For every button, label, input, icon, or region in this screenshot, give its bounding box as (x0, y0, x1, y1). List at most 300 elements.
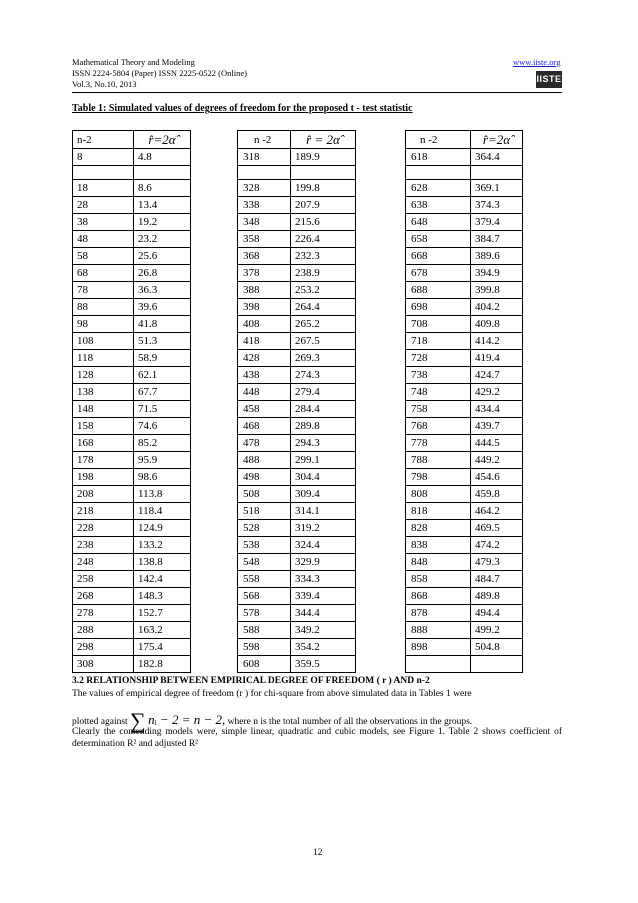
cell-n2: 168 (73, 435, 134, 452)
cell-n2: 148 (73, 401, 134, 418)
cell-n2: 858 (406, 571, 471, 588)
cell-r-hat: 19.2 (134, 214, 191, 231)
cell-n2: 488 (238, 452, 291, 469)
cell-r-hat: 274.3 (291, 367, 356, 384)
table-row (73, 350, 191, 367)
paragraph-text: The values of empirical degree of freedom (r ) for chi-square from above simulated data in Tables 1 were (72, 689, 472, 699)
cell-r-hat: 334.3 (291, 571, 356, 588)
cell-r-hat: 479.3 (471, 554, 523, 571)
cell-n2: 648 (406, 214, 471, 231)
table-row (406, 180, 523, 197)
table-row (406, 350, 523, 367)
cell-n2: 708 (406, 316, 471, 333)
table-row (73, 571, 191, 588)
cell-r-hat: 374.3 (471, 197, 523, 214)
cell-r-hat: 319.2 (291, 520, 356, 537)
cell-n2: 108 (73, 333, 134, 350)
cell-n2: 588 (238, 622, 291, 639)
table-row (406, 520, 523, 537)
cell-n2: 308 (73, 656, 134, 673)
table-row (238, 282, 356, 299)
paragraph-text: plotted against (72, 717, 131, 727)
cell-r-hat: 379.4 (471, 214, 523, 231)
cell-n2: 678 (406, 265, 471, 282)
section-heading: 3.2 RELATIONSHIP BETWEEN EMPIRICAL DEGREE OF FREEDOM ( r ) AND n-2 (72, 676, 430, 686)
table-row (406, 503, 523, 520)
cell-n2: 28 (73, 197, 134, 214)
table-row (73, 452, 191, 469)
cell-n2: 618 (406, 149, 471, 166)
table-caption: Table 1: Simulated values of degrees of freedom for the proposed t - test statistic (72, 103, 413, 114)
table-row (238, 605, 356, 622)
table-row (238, 503, 356, 520)
table-row (238, 435, 356, 452)
cell-n2: 428 (238, 350, 291, 367)
cell-r-hat: 384.7 (471, 231, 523, 248)
cell-r-hat: 429.2 (471, 384, 523, 401)
cell-r-hat: 289.8 (291, 418, 356, 435)
cell-r-hat: 199.8 (291, 180, 356, 197)
cell-n2: 298 (73, 639, 134, 656)
cell-n2: 598 (238, 639, 291, 656)
cell-r-hat: 489.8 (471, 588, 523, 605)
cell-r-hat: 118.4 (134, 503, 191, 520)
cell-n2: 658 (406, 231, 471, 248)
table-body (238, 149, 356, 673)
table-row (73, 316, 191, 333)
cell-r-hat: 434.4 (471, 401, 523, 418)
cell-n2: 198 (73, 469, 134, 486)
journal-url-link[interactable]: www.iiste.org (513, 57, 561, 67)
cell-n2: 698 (406, 299, 471, 316)
table-row (406, 452, 523, 469)
table-row (238, 248, 356, 265)
cell-r-hat: 58.9 (134, 350, 191, 367)
table-row (73, 588, 191, 605)
cell-n2: 348 (238, 214, 291, 231)
cell-r-hat: 175.4 (134, 639, 191, 656)
data-table-block-1 (72, 130, 191, 673)
table-row (238, 299, 356, 316)
cell-n2: 498 (238, 469, 291, 486)
table-row (73, 248, 191, 265)
cell-n2: 788 (406, 452, 471, 469)
cell-r-hat: 226.4 (291, 231, 356, 248)
cell-r-hat: 324.4 (291, 537, 356, 554)
table-row (406, 166, 523, 180)
cell-n2: 58 (73, 248, 134, 265)
cell-r-hat: 284.4 (291, 401, 356, 418)
cell-r-hat: 25.6 (134, 248, 191, 265)
cell-r-hat: 459.8 (471, 486, 523, 503)
cell-n2: 178 (73, 452, 134, 469)
table-row (406, 537, 523, 554)
table-row (406, 605, 523, 622)
cell-n2: 338 (238, 197, 291, 214)
cell-n2: 208 (73, 486, 134, 503)
cell-n2: 738 (406, 367, 471, 384)
cell-n2: 238 (73, 537, 134, 554)
cell-r-hat: 142.4 (134, 571, 191, 588)
cell-n2: 628 (406, 180, 471, 197)
table-row (238, 486, 356, 503)
data-table-block-2 (237, 130, 356, 673)
column-header-n2: n -2 (238, 131, 291, 149)
page-number: 12 (313, 848, 323, 858)
cell-r-hat: 8.6 (134, 180, 191, 197)
cell-r-hat (291, 166, 356, 180)
table-row (238, 384, 356, 401)
header-divider (72, 92, 562, 93)
table-row (73, 520, 191, 537)
cell-r-hat: 98.6 (134, 469, 191, 486)
cell-n2: 418 (238, 333, 291, 350)
cell-n2: 798 (406, 469, 471, 486)
cell-n2: 568 (238, 588, 291, 605)
cell-r-hat (471, 166, 523, 180)
cell-r-hat: 36.3 (134, 282, 191, 299)
table-row (73, 622, 191, 639)
cell-n2: 758 (406, 401, 471, 418)
table-row (406, 299, 523, 316)
table-row (73, 486, 191, 503)
cell-r-hat: 409.8 (471, 316, 523, 333)
table-row (73, 418, 191, 435)
cell-r-hat: 85.2 (134, 435, 191, 452)
table-row (238, 350, 356, 367)
journal-title: Mathematical Theory and Modeling (72, 57, 195, 67)
table-row (406, 384, 523, 401)
cell-r-hat: 399.8 (471, 282, 523, 299)
cell-r-hat: 279.4 (291, 384, 356, 401)
cell-r-hat: 148.3 (134, 588, 191, 605)
table-row (73, 469, 191, 486)
cell-n2: 748 (406, 384, 471, 401)
cell-r-hat: 359.5 (291, 656, 356, 673)
table-row (73, 605, 191, 622)
cell-r-hat: 439.7 (471, 418, 523, 435)
column-header-r-hat: r̂=2α̂ (134, 131, 191, 149)
table-row (238, 166, 356, 180)
table-row (406, 214, 523, 231)
cell-r-hat: 344.4 (291, 605, 356, 622)
table-row (406, 639, 523, 656)
cell-r-hat: 309.4 (291, 486, 356, 503)
cell-n2: 398 (238, 299, 291, 316)
cell-n2: 478 (238, 435, 291, 452)
cell-n2: 388 (238, 282, 291, 299)
cell-r-hat: 269.3 (291, 350, 356, 367)
table-row (73, 639, 191, 656)
cell-r-hat (471, 656, 523, 673)
cell-r-hat: 264.4 (291, 299, 356, 316)
cell-r-hat: 404.2 (471, 299, 523, 316)
cell-r-hat: 484.7 (471, 571, 523, 588)
data-table-block-3 (405, 130, 523, 673)
cell-r-hat: 4.8 (134, 149, 191, 166)
cell-n2: 458 (238, 401, 291, 418)
cell-n2: 228 (73, 520, 134, 537)
table-row (73, 149, 191, 166)
cell-r-hat: 124.9 (134, 520, 191, 537)
cell-n2: 438 (238, 367, 291, 384)
cell-r-hat: 207.9 (291, 197, 356, 214)
table-row (238, 452, 356, 469)
cell-n2: 448 (238, 384, 291, 401)
cell-n2: 8 (73, 149, 134, 166)
table-row (238, 554, 356, 571)
table-row (238, 333, 356, 350)
table-row (406, 622, 523, 639)
cell-r-hat: 494.4 (471, 605, 523, 622)
cell-n2: 378 (238, 265, 291, 282)
table-row (406, 316, 523, 333)
cell-r-hat: 339.4 (291, 588, 356, 605)
cell-n2: 868 (406, 588, 471, 605)
table-row (73, 180, 191, 197)
table-row (238, 180, 356, 197)
table-row (238, 656, 356, 673)
table-row (238, 639, 356, 656)
table-row (238, 469, 356, 486)
cell-r-hat: 163.2 (134, 622, 191, 639)
cell-r-hat: 238.9 (291, 265, 356, 282)
cell-r-hat: 138.8 (134, 554, 191, 571)
cell-r-hat: 71.5 (134, 401, 191, 418)
table-row (238, 622, 356, 639)
cell-r-hat: 449.2 (471, 452, 523, 469)
paragraph-text: where n is the total number of all the observations in the groups. (227, 717, 473, 727)
cell-n2: 608 (238, 656, 291, 673)
cell-n2: 248 (73, 554, 134, 571)
table-row (238, 418, 356, 435)
cell-r-hat: 414.2 (471, 333, 523, 350)
table-row (238, 214, 356, 231)
table-row (73, 401, 191, 418)
table-row (73, 166, 191, 180)
table-row (73, 537, 191, 554)
cell-n2: 268 (73, 588, 134, 605)
cell-r-hat: 133.2 (134, 537, 191, 554)
table-row (406, 656, 523, 673)
cell-n2 (238, 166, 291, 180)
volume-line: Vol.3, No.10, 2013 (72, 79, 137, 89)
column-header-r-hat: r̂=2α̂ (471, 131, 523, 149)
table-row (238, 520, 356, 537)
cell-r-hat: 474.2 (471, 537, 523, 554)
cell-r-hat: 113.8 (134, 486, 191, 503)
cell-n2: 408 (238, 316, 291, 333)
table-row (238, 537, 356, 554)
cell-r-hat (134, 166, 191, 180)
table-row (73, 265, 191, 282)
table-row (73, 231, 191, 248)
issn-line: ISSN 2224-5804 (Paper) ISSN 2225-0522 (Online) (72, 68, 247, 78)
cell-r-hat: 26.8 (134, 265, 191, 282)
table-row (73, 197, 191, 214)
column-header-n2: n-2 (73, 131, 134, 149)
cell-n2: 728 (406, 350, 471, 367)
cell-n2: 358 (238, 231, 291, 248)
cell-n2: 318 (238, 149, 291, 166)
cell-n2: 818 (406, 503, 471, 520)
cell-n2: 848 (406, 554, 471, 571)
cell-n2: 78 (73, 282, 134, 299)
cell-n2 (73, 166, 134, 180)
cell-n2: 468 (238, 418, 291, 435)
cell-n2: 558 (238, 571, 291, 588)
cell-r-hat: 464.2 (471, 503, 523, 520)
cell-n2: 288 (73, 622, 134, 639)
table-row (238, 588, 356, 605)
table-row (238, 197, 356, 214)
cell-n2: 88 (73, 299, 134, 316)
table-row (406, 231, 523, 248)
cell-n2: 548 (238, 554, 291, 571)
cell-r-hat: 41.8 (134, 316, 191, 333)
column-header-n2: n -2 (406, 131, 471, 149)
cell-n2: 538 (238, 537, 291, 554)
cell-n2: 328 (238, 180, 291, 197)
cell-n2: 218 (73, 503, 134, 520)
cell-n2: 38 (73, 214, 134, 231)
table-row (73, 503, 191, 520)
table-row (73, 299, 191, 316)
formula: nᵢ − 2 = n − 2, (148, 712, 226, 727)
cell-r-hat: 265.2 (291, 316, 356, 333)
cell-n2: 808 (406, 486, 471, 503)
cell-r-hat: 253.2 (291, 282, 356, 299)
table-row (406, 248, 523, 265)
cell-n2: 578 (238, 605, 291, 622)
table-row (73, 435, 191, 452)
cell-r-hat: 364.4 (471, 149, 523, 166)
table-row (406, 367, 523, 384)
cell-r-hat: 51.3 (134, 333, 191, 350)
cell-r-hat: 394.9 (471, 265, 523, 282)
cell-r-hat: 95.9 (134, 452, 191, 469)
cell-n2: 278 (73, 605, 134, 622)
cell-r-hat: 314.1 (291, 503, 356, 520)
cell-r-hat: 504.8 (471, 639, 523, 656)
cell-n2: 668 (406, 248, 471, 265)
cell-n2: 688 (406, 282, 471, 299)
table-row (406, 418, 523, 435)
cell-r-hat: 304.4 (291, 469, 356, 486)
table-row (73, 333, 191, 350)
cell-n2: 898 (406, 639, 471, 656)
cell-n2: 368 (238, 248, 291, 265)
cell-n2: 778 (406, 435, 471, 452)
table-row (238, 367, 356, 384)
table-row (238, 265, 356, 282)
cell-n2 (406, 166, 471, 180)
cell-r-hat: 369.1 (471, 180, 523, 197)
cell-n2: 838 (406, 537, 471, 554)
cell-n2: 258 (73, 571, 134, 588)
cell-n2: 98 (73, 316, 134, 333)
table-row (73, 656, 191, 673)
column-header-r-hat: r̂ = 2α̂ (291, 131, 356, 149)
cell-r-hat: 419.4 (471, 350, 523, 367)
table-row (406, 149, 523, 166)
cell-n2 (406, 656, 471, 673)
table-row (73, 214, 191, 231)
cell-r-hat: 349.2 (291, 622, 356, 639)
cell-r-hat: 152.7 (134, 605, 191, 622)
cell-r-hat: 23.2 (134, 231, 191, 248)
cell-r-hat: 329.9 (291, 554, 356, 571)
cell-r-hat: 13.4 (134, 197, 191, 214)
cell-r-hat: 189.9 (291, 149, 356, 166)
cell-n2: 518 (238, 503, 291, 520)
cell-r-hat: 39.6 (134, 299, 191, 316)
cell-r-hat: 62.1 (134, 367, 191, 384)
cell-r-hat: 424.7 (471, 367, 523, 384)
cell-n2: 638 (406, 197, 471, 214)
cell-r-hat: 215.6 (291, 214, 356, 231)
cell-r-hat: 354.2 (291, 639, 356, 656)
cell-r-hat: 299.1 (291, 452, 356, 469)
cell-r-hat: 454.6 (471, 469, 523, 486)
cell-n2: 68 (73, 265, 134, 282)
cell-r-hat: 74.6 (134, 418, 191, 435)
cell-r-hat: 182.8 (134, 656, 191, 673)
table-row (238, 401, 356, 418)
cell-r-hat: 389.6 (471, 248, 523, 265)
table-row (406, 486, 523, 503)
table-row (406, 588, 523, 605)
cell-r-hat: 499.2 (471, 622, 523, 639)
table-row (73, 384, 191, 401)
cell-n2: 828 (406, 520, 471, 537)
table-body (406, 149, 523, 673)
table-row (238, 231, 356, 248)
cell-n2: 508 (238, 486, 291, 503)
table-row (238, 149, 356, 166)
cell-n2: 128 (73, 367, 134, 384)
cell-n2: 768 (406, 418, 471, 435)
cell-n2: 528 (238, 520, 291, 537)
table-row (406, 333, 523, 350)
table-row (406, 435, 523, 452)
table-row (73, 367, 191, 384)
cell-r-hat: 232.3 (291, 248, 356, 265)
cell-n2: 18 (73, 180, 134, 197)
table-row (406, 197, 523, 214)
cell-r-hat: 469.5 (471, 520, 523, 537)
table-row (406, 401, 523, 418)
cell-n2: 138 (73, 384, 134, 401)
table-row (406, 469, 523, 486)
sigma-symbol: ∑ (130, 708, 146, 733)
table-row (406, 554, 523, 571)
cell-n2: 118 (73, 350, 134, 367)
table-row (406, 265, 523, 282)
cell-n2: 888 (406, 622, 471, 639)
cell-n2: 718 (406, 333, 471, 350)
table-body (73, 149, 191, 673)
paragraph-text: Clearly the contending models were, simple linear, quadratic and cubic models, see Figure 1. Table 2 shows coefficient of determination R² and adjusted R² (72, 727, 562, 749)
cell-n2: 48 (73, 231, 134, 248)
cell-r-hat: 267.5 (291, 333, 356, 350)
table-row (238, 571, 356, 588)
table-row (238, 316, 356, 333)
iiste-logo: IISTE (536, 71, 562, 88)
table-row (73, 282, 191, 299)
table-row (406, 282, 523, 299)
cell-n2: 158 (73, 418, 134, 435)
